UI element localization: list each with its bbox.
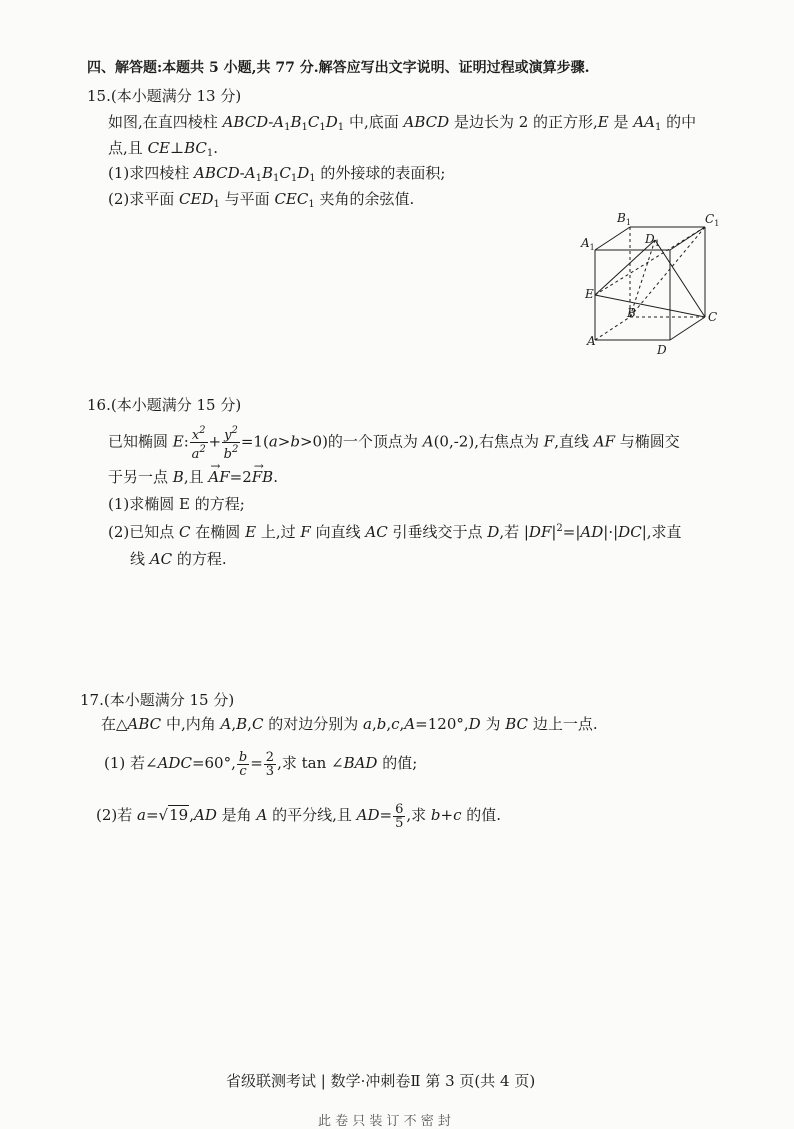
edge-a1b1 [595, 227, 630, 250]
hidden-segment-bc1 [630, 227, 705, 317]
label-c: C [708, 310, 718, 324]
edge-dc [670, 317, 705, 340]
q15-part2: (2)求平面 $CED_1$ 与平面 $CEC_1$ 夹角的余弦值. [108, 190, 415, 210]
label-d1: $D_1$ [645, 232, 660, 248]
segment-ec [595, 295, 705, 317]
q16-part1: (1)求椭圆 E 的方程; [108, 495, 245, 513]
q15-heading: 15.(本小题满分 13 分) [87, 87, 242, 105]
q17-heading: 17.(本小题满分 15 分) [80, 691, 235, 709]
label-c1: $C_1$ [705, 212, 720, 228]
segment-ed1 [595, 240, 655, 295]
label-b1: $B_1$ [617, 211, 631, 227]
q15-intro: 如图,在直四棱柱 ABCD-$A_1B_1C_1D_1$ 中,底面 ABCD 是边长为 2 的正方形,E 是 $AA_1$ 的中 [108, 113, 697, 133]
q16-part2: (2)已知点 C 在椭圆 E 上,过 F 向直线 AC 引垂线交于点 D,若 $|DF|^2=|AD|\cdot|DC|$,求直 [108, 523, 682, 541]
section-header: 四、解答题:本题共 5 小题,共 77 分.解答应写出文字说明、证明过程或演算步骤. [87, 60, 590, 76]
q17-part2: (2)若 a=√19,AD 是角 A 的平分线,且 AD= $\frac{6}{5}$ ,求 b+c 的值. [96, 801, 502, 831]
edge-c1d1 [670, 227, 705, 250]
label-a1: $A_1$ [581, 236, 595, 252]
q15-intro-cont: 点,且 $CE\perp BC_1$. [108, 139, 219, 159]
q16-heading: 16.(本小题满分 15 分) [87, 396, 242, 414]
q17-part1: (1) 若∠ADC=60°, $\frac{b}{c}$ = $\frac{2}{3}$ ,求 tan ∠BAD 的值; [104, 749, 418, 779]
q15-part1: (1)求四棱柱 ABCD-$A_1B_1C_1D_1$ 的外接球的表面积; [108, 164, 446, 184]
q16-intro-cont: 于另一点 B,且 → AF=2→ FB. [108, 467, 278, 487]
hidden-edge-ab [595, 317, 630, 340]
footer-cut-text: 此 卷 只 装 订 不 密 封 [318, 1114, 451, 1129]
label-a: A [587, 334, 596, 348]
q16-intro: 已知椭圆 E: $\frac{x^2}{a^2}$ + $\frac{y^2}{b^2}$ =1(a>b>0)的一个顶点为 A(0,-2),右焦点为 F,直线 AF 与椭圆交 [108, 425, 680, 462]
q16-part2-cont: 线 AC 的方程. [130, 550, 227, 568]
q17-intro: 在△ABC 中,内角 A,B,C 的对边分别为 a,b,c,A=120°,D 为 BC 边上一点. [101, 715, 598, 733]
label-e: E [585, 287, 594, 301]
label-b: B [627, 306, 636, 320]
page-footer: 省级联测考试 | 数学·冲刺卷Ⅱ 第 3 页(共 4 页) [226, 1072, 536, 1090]
prism-figure [575, 205, 725, 360]
label-d: D [657, 343, 667, 357]
